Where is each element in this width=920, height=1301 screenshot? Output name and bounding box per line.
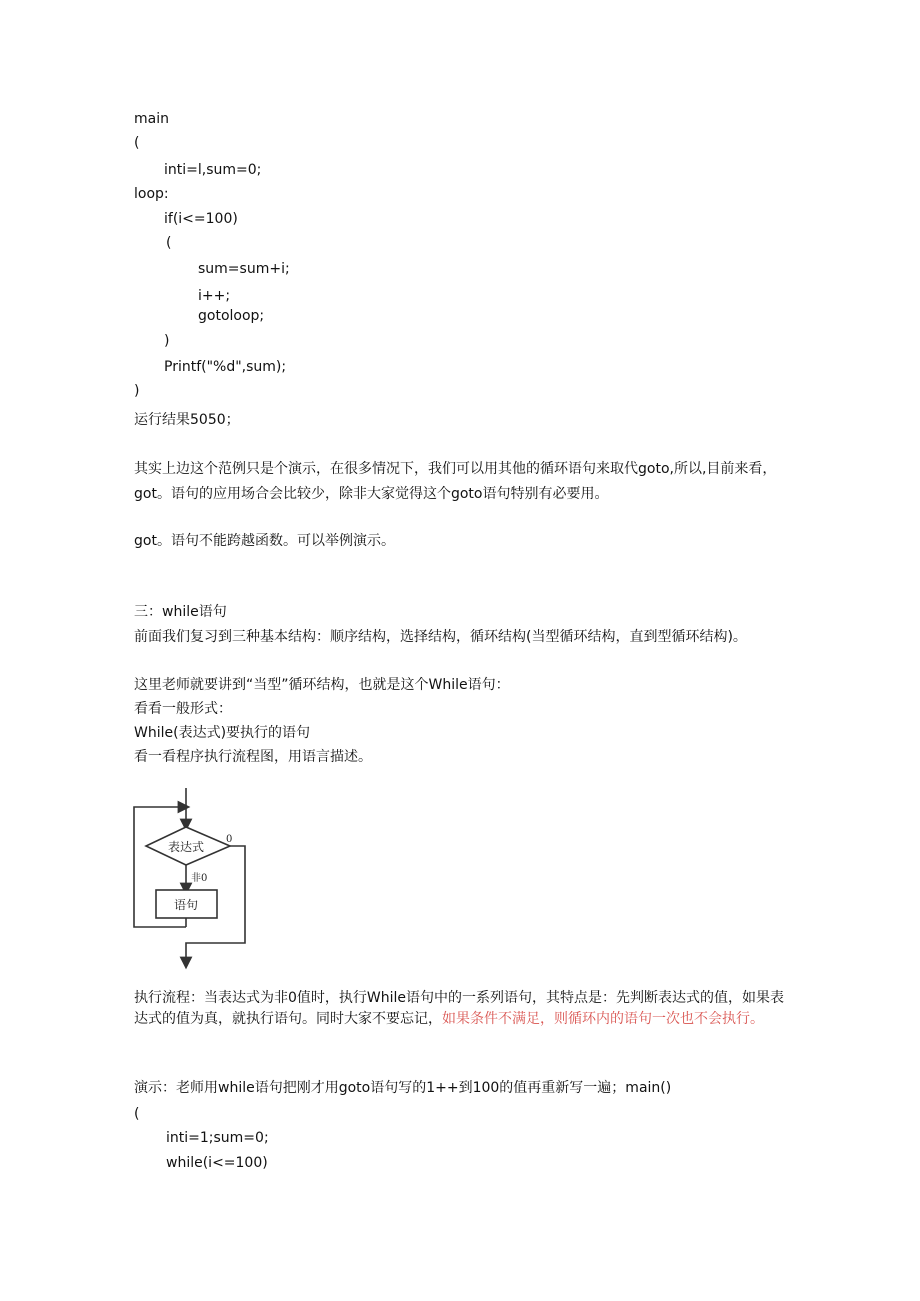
code2-line-open-paren: (: [134, 1106, 140, 1122]
flowchart-zero-label: 0: [226, 834, 233, 845]
section-paragraph-structures: 前面我们复习到三种基本结构：顺序结构，选择结构，循环结构(当型循环结构，直到型循环结构)。: [134, 629, 747, 645]
code-line-printf: Printf("%d",sum);: [164, 359, 287, 375]
flow-description-normal: 执行流程：当表达式为非0值时，执行While语句中的一系列语句，其特点是：先判断表达式的值，如果表达式的值为真，就执行语句。同时大家不要忘记，: [134, 990, 785, 1027]
section-paragraph-general-form: 看看一般形式：: [134, 701, 232, 717]
flow-description-highlight: 如果条件不满足，则循环内的语句一次也不会执行。: [442, 1011, 764, 1027]
code-line-label-loop: loop:: [134, 186, 169, 202]
code-line-if: if(i<=100): [164, 211, 238, 227]
code-line-increment: i++;: [198, 288, 231, 304]
section-paragraph-while-intro: 这里老师就要讲到“当型”循环结构，也就是这个While语句：: [134, 677, 510, 693]
paragraph-demo: 演示：老师用while语句把刚才用goto语句写的1++到100的值再重新写一遍；main(): [134, 1080, 672, 1096]
paragraph-goto-scope: got。语句不能跨越函数。可以举例演示。: [134, 533, 395, 549]
code-line-sum: sum=sum+i;: [198, 261, 290, 277]
flowchart-statement-label: 语句: [173, 898, 199, 912]
paragraph-flow-description: [134, 988, 786, 1030]
paragraph-goto-usage: 其实上边这个范例只是个演示，在很多情况下，我们可以用其他的循环语句来取代goto,所以,目前来看，got。语句的应用场合会比较少，除非大家觉得这个goto语句特别有必要用。: [134, 461, 777, 502]
code-line-open-paren: (: [134, 135, 140, 151]
result-text: 运行结果5050；: [134, 412, 240, 428]
code-line-goto: gotoloop;: [198, 308, 265, 324]
while-flowchart: [130, 785, 260, 970]
code2-line-while: while(i<=100): [166, 1155, 268, 1171]
code-line-if-open: (: [166, 235, 172, 251]
flowchart-condition-label: 表达式: [167, 840, 205, 854]
section-heading: 三：while语句: [134, 604, 227, 620]
section-paragraph-flowchart-intro: 看一看程序执行流程图，用语言描述。: [134, 749, 372, 765]
code2-line-declaration: inti=1;sum=0;: [166, 1130, 269, 1146]
code-line-main: main: [134, 111, 169, 127]
code-line-declaration: inti=l,sum=0;: [164, 162, 262, 178]
section-paragraph-syntax: While(表达式)要执行的语句: [134, 725, 311, 741]
code-line-if-close: ): [164, 333, 170, 349]
code-line-close-paren: ): [134, 383, 140, 399]
flowchart-nonzero-label: 非0: [191, 873, 208, 884]
